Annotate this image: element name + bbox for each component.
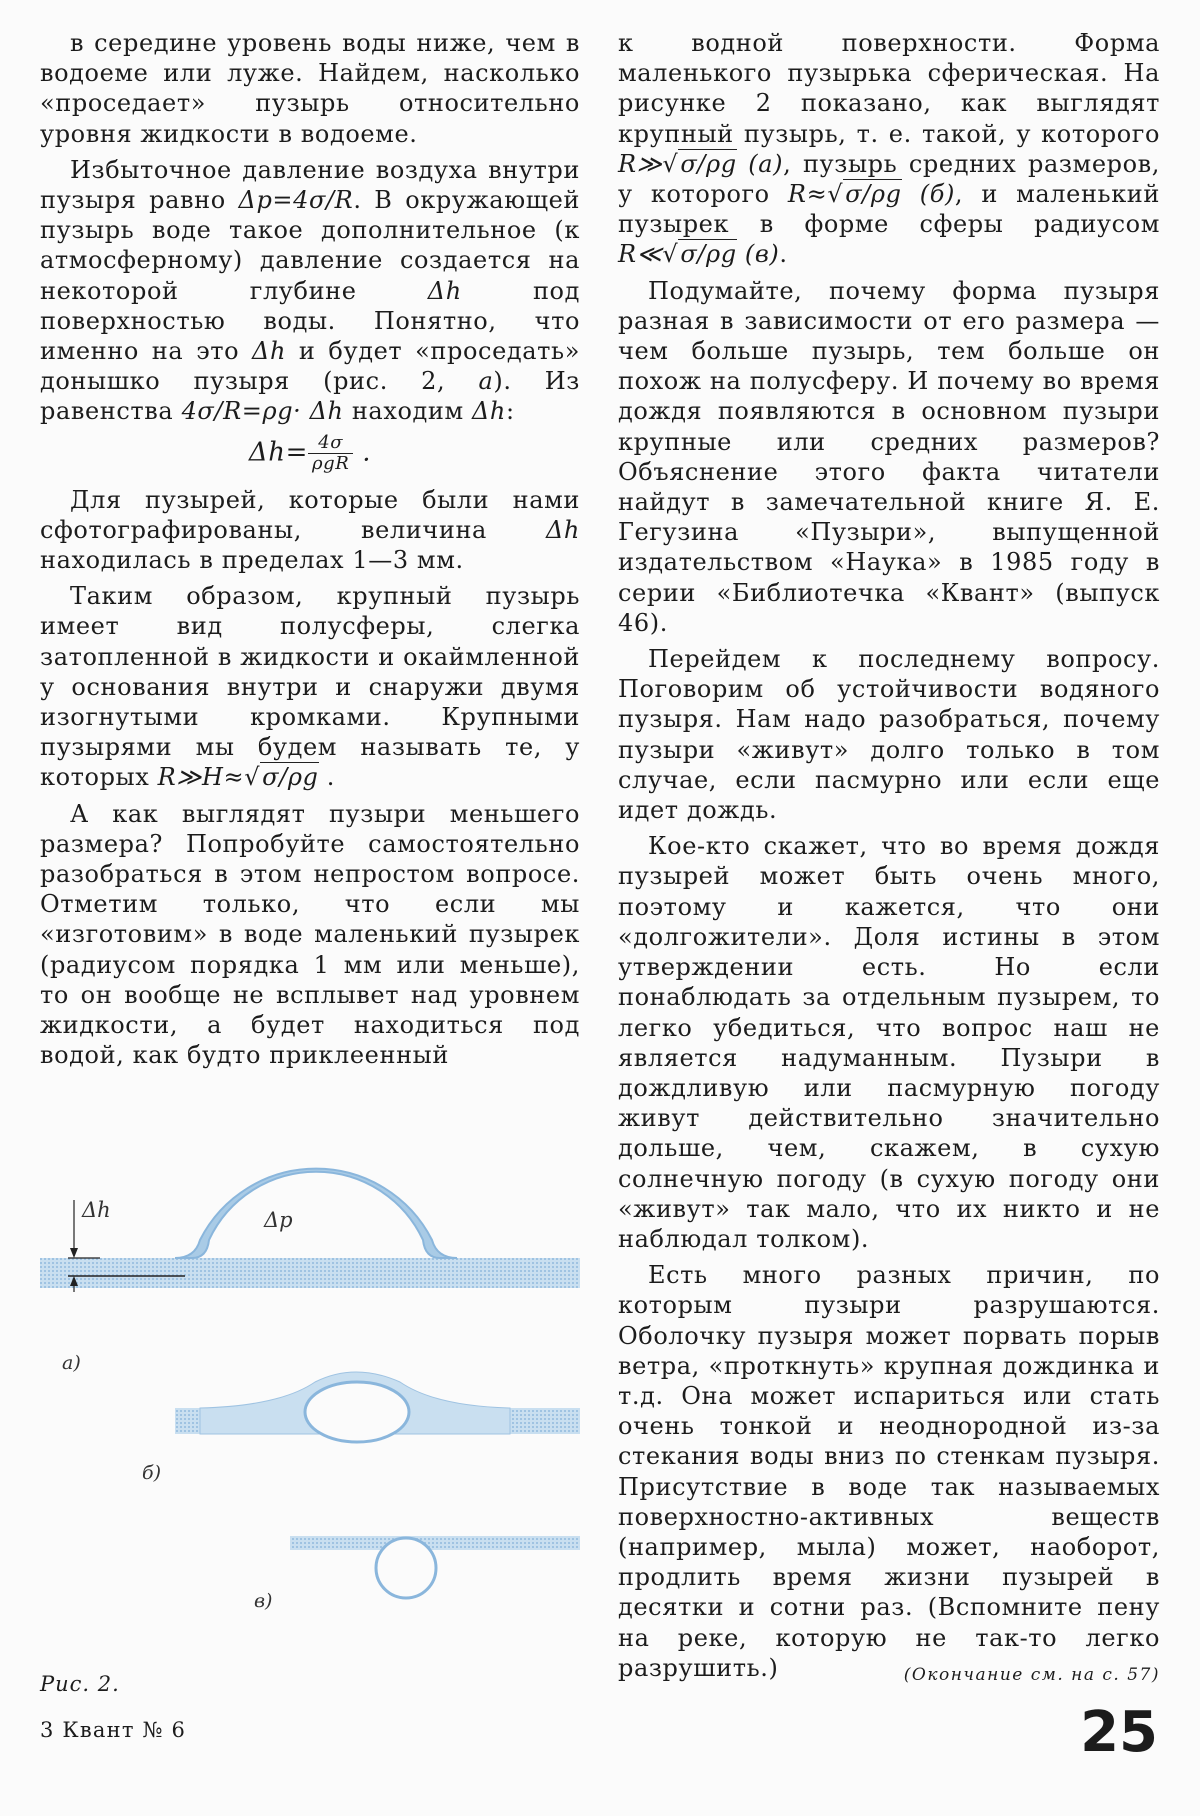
label-v: в) <box>254 1590 273 1612</box>
bubble-medium <box>175 1372 580 1442</box>
bubble-small <box>290 1536 580 1598</box>
paragraph: Для пузырей, которые были нами сфотографированы, величина Δh находилась в пределах 1—3 мм. <box>40 485 580 575</box>
fraction: $\frac{4\sigma}{\text{ρgR}}$ <box>308 433 353 474</box>
paragraph: Перейдем к последнему вопросу. Поговорим об устойчивости водяного пузыря. Нам надо разобраться, почему пузыри «живут» долго только в том случае, если пасмурно или если еще идет дождь. <box>618 645 1160 825</box>
paragraph: А как выглядят пузыри меньшего размера? Попробуйте самостоятельно разобраться в этом непростом вопросе. Отметим только, что если мы «изготовим» в воде маленький пузырек (радиусом порядка 1 мм или меньше), то он вообще не всплывет над уровнем жидкости, а будет находиться под водой, как будто приклеенный <box>40 799 580 1070</box>
figure-caption: Рис. 2. <box>40 1672 120 1696</box>
label-a: а) <box>62 1352 81 1374</box>
paragraph: Есть много разных причин, по которым пузыри разрушаются. Оболочку пузыря может порвать порыв ветра, «проткнуть» крупная дождинка и т.д. Она может испариться или стать очень тонкой и неоднородной из-за стекания воды вниз по стенкам пузыря. Присутствие в воде так называемых поверхностно-активных веществ (например, мыла) может, наоборот, продлить время жизни пузырей в десятки и сотни раз. (Вспомните пену на реке, которую не так-то легко разрушить.) <box>618 1261 1160 1682</box>
formula-dh: Δh= $\frac{4\sigma}{\text{ρgR}}$ . <box>248 431 372 474</box>
figure-bubbles <box>40 1090 600 1630</box>
label-dp: Δp <box>264 1208 293 1232</box>
paragraph: Избыточное давление воздуха внутри пузыря равно Δp=4σ/R. В окружающей пузырь воде такое дополнительное (к атмосферному) давление создается на некоторой глубине Δh под поверхностью воды. Понятно, что именно на это Δh и будет «проседать» донышко пузыря (рис. 2, а). Из равенства 4σ/R=ρg· Δh находим Δh: <box>40 155 581 426</box>
bubble-large <box>40 1169 580 1292</box>
label-dh: Δh <box>82 1198 111 1222</box>
page-number: 25 <box>1080 1700 1158 1765</box>
equation: Δp=4σ/R <box>238 186 354 215</box>
paragraph: к водной поверхности. Форма маленького пузырька сферическая. На рисунке 2 показано, как выглядят крупный пузырь, т. е. такой, у которого R≫√σ/ρg (а), пузырь средних размеров, у которого R≈√σ/ρg (б), и маленький пузырек в форме сферы радиусом R≪√σ/ρg (в). <box>618 29 1160 269</box>
left-column <box>40 28 580 1071</box>
equation: R≫H≈ <box>157 763 245 792</box>
equation: 4σ/R=ρg· Δh <box>181 397 344 426</box>
paragraph: Подумайте, почему форма пузыря разная в зависимости от его размера — чем больше пузырь, тем больше он похож на полусферу. И почему во время дождя появляются в основном пузыри крупные или средних размеров? Объяснение этого факта читатели найдут в замечательной книге Я. Е. Гегузина «Пузыри», выпущенной издательством «Наука» в 1985 году в серии «Библиотечка «Квант» (выпуск 46). <box>618 276 1160 637</box>
right-column <box>618 28 1160 1683</box>
continuation-note: (Окончание см. на с. 57) <box>903 1665 1160 1685</box>
footer-signature: 3 Квант № 6 <box>40 1718 187 1742</box>
paragraph: Кое-кто скажет, что во время дождя пузырей может быть очень много, поэтому и кажется, что они «долгожители». Доля истины в этом утверждении есть. Но если понаблюдать за отдельным пузырем, то легко убедиться, что вопрос наш не является надуманным. Пузыри в дождливую или пасмурную погоду живут действительно значительно дольше, чем, скажем, в сухую солнечную погоду (в сухую погоду они «живут» так мало, что их никто и не наблюдал толком). <box>618 832 1160 1253</box>
bubble-diagram <box>40 1090 600 1630</box>
paragraph: в середине уровень воды ниже, чем в водоеме или луже. Найдем, насколько «проседает» пузырь относительно уровня жидкости в водоеме. <box>40 29 580 148</box>
label-b: б) <box>142 1462 162 1484</box>
paragraph: Таким образом, крупный пузырь имеет вид полусферы, слегка затопленной в жидкости и окаймленной у основания внутри и снаружи двумя изогнутыми кромками. Крупными пузырями мы будем называть те, у которых R≫H≈√σ/ρg . <box>40 582 580 792</box>
